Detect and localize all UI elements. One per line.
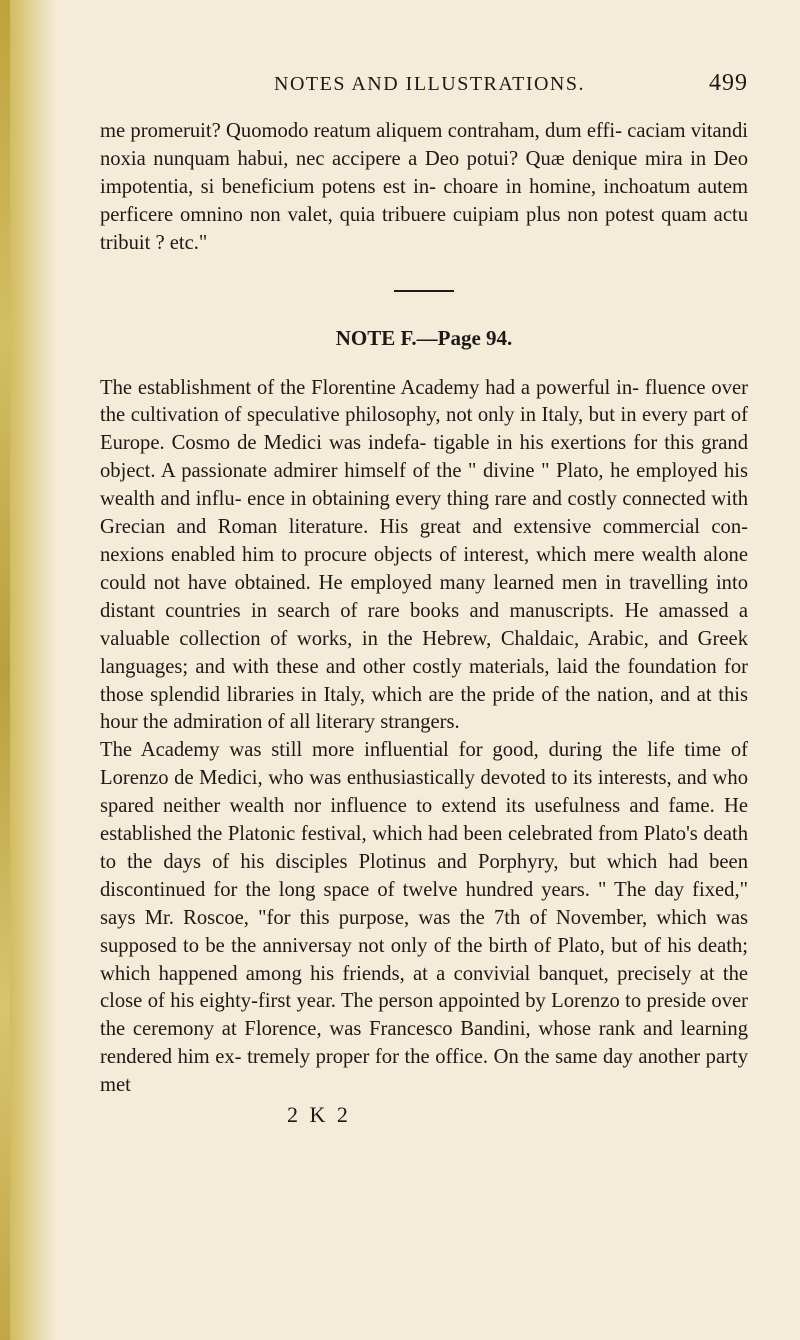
note-heading: NOTE F.—Page 94. [335, 325, 513, 350]
section-divider-rule [394, 290, 454, 292]
latin-quote-continuation: me promeruit? Quomodo reatum aliquem contraham, dum effi- caciam vitandi noxia nunquam habui, nec accipere a Deo potui? Quæ denique mira in Deo impotentia, si beneficium potens est in- choare in homine, inchoatum autem perficere omnino non valet, quia tribuere cuipiam plus non potest quam actu tribuit ? etc." [100, 120, 748, 254]
page-edge-discoloration [0, 0, 58, 1340]
running-title: NOTES AND ILLUSTRATIONS. [274, 73, 585, 95]
note-paragraph-2: The Academy was still more influential for good, during the life time of Lorenzo de Medici, who was enthusiastically devoted to its interests, and who spared neither wealth nor influence to extend its usefulness and fame. He established the Platonic festival, which had been celebrated from Plato's death to the days of his disciples Plotinus and Porphyry, but which had been discontinued for the long space of twelve hundred years. " The day fixed," says Mr. Roscoe, "for this purpose, was the 7th of November, which was supposed to be the anniversay not only of the birth of Plato, but of his death; which happened among his friends, at a convivial banquet, precisely at the close of his eighty-first year. The person appointed by Lorenzo to preside over the ceremony at Florence, was Francesco Bandini, whose rank and learning rendered him ex- tremely proper for the office. On the same day another party met [100, 739, 748, 1097]
note-paragraph-1: The establishment of the Florentine Academy had a powerful in- fluence over the cultivation of speculative philosophy, not only in Italy, but in every part of Europe. Cosmo de Medici was indefa- tigable in his exertions for this grand object. A passionate admirer himself of the " divine " Plato, he employed his wealth and influ- ence in obtaining every thing rare and costly connected with Grecian and Roman literature. His great and extensive commercial con- nexions enabled him to procure objects of interest, which mere wealth alone could not have obtained. He employed many learned men in travelling into distant countries in search of rare books and manuscripts. He amassed a valuable collection of works, in the Hebrew, Chaldaic, Arabic, and Greek languages; and with these and other costly materials, laid the foundation for those splendid libraries in Italy, which are the pride of the nation, and at this hour the admiration of all literary strangers. [100, 376, 748, 734]
running-head [100, 70, 748, 110]
signature-mark: 2 K 2 [287, 1102, 351, 1128]
book-page [100, 70, 748, 1128]
page-number: 499 [709, 70, 748, 96]
